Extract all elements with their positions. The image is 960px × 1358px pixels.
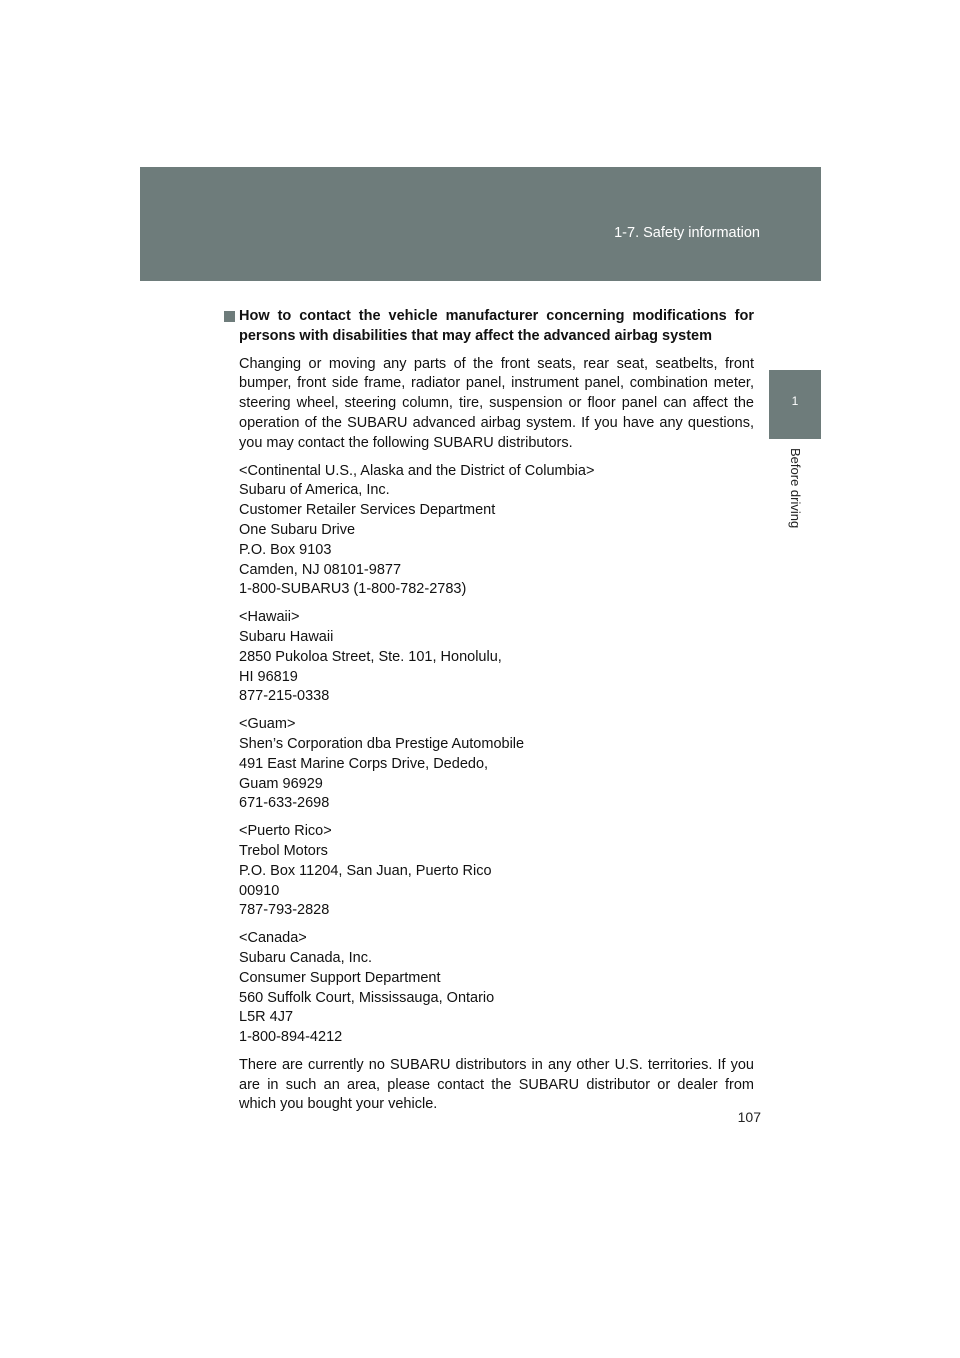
address-line: P.O. Box 9103 [239, 541, 332, 558]
intro-paragraph: Changing or moving any parts of the front seats, rear seat, seatbelts, front bumper, front side frame, radiator panel, instrument panel, combination meter, steering wheel, steering column, tire, suspension or floor panel can affect the operation of the SUBARU advanced airbag system. If you have any questions, you may contact the following SUBARU distributors. [239, 355, 754, 451]
chapter-label: Before driving [788, 448, 803, 529]
address-line: <Canada> [239, 930, 307, 947]
address-block-puerto-rico [239, 822, 754, 921]
address-line: 00910 [239, 882, 280, 899]
address-block-continental-us [239, 462, 754, 601]
address-line: 1-800-SUBARU3 (1-800-782-2783) [239, 581, 467, 598]
address-line: Shen’s Corporation dba Prestige Automobile [239, 735, 525, 752]
address-line: Subaru of America, Inc. [239, 482, 390, 499]
address-line: 787-793-2828 [239, 902, 330, 919]
address-line: One Subaru Drive [239, 521, 356, 538]
page-content [224, 307, 754, 1123]
address-line: <Guam> [239, 716, 296, 733]
section-heading [224, 307, 754, 347]
address-line: 877-215-0338 [239, 688, 330, 705]
page-number: 107 [737, 1109, 761, 1125]
address-line: 491 East Marine Corps Drive, Dededo, [239, 755, 489, 772]
address-line: Customer Retailer Services Department [239, 502, 496, 519]
address-line: 671-633-2698 [239, 795, 330, 812]
address-block-canada [239, 929, 754, 1048]
address-line: Camden, NJ 08101-9877 [239, 561, 402, 578]
chapter-tab [769, 370, 821, 439]
address-line: HI 96819 [239, 668, 298, 685]
address-block-hawaii [239, 608, 754, 707]
chapter-number: 1 [791, 394, 799, 408]
address-line: <Puerto Rico> [239, 823, 332, 840]
address-line: L5R 4J7 [239, 1009, 294, 1026]
square-bullet-icon [224, 311, 235, 322]
section-heading-text: How to contact the vehicle manufacturer concerning modifications for persons with disabilities that may affect the advanced airbag system [239, 308, 754, 344]
address-line: <Continental U.S., Alaska and the District of Columbia> [239, 462, 595, 479]
address-line: 2850 Pukoloa Street, Ste. 101, Honolulu, [239, 648, 502, 665]
address-line: <Hawaii> [239, 609, 300, 626]
closing-paragraph: There are currently no SUBARU distributors in any other U.S. territories. If you are in such an area, please contact the SUBARU distributor or dealer from which you bought your vehicle. [239, 1056, 754, 1113]
address-line: Subaru Canada, Inc. [239, 949, 373, 966]
section-title: 1-7. Safety information [614, 225, 760, 241]
address-line: 1-800-894-4212 [239, 1029, 343, 1046]
address-line: 560 Suffolk Court, Mississauga, Ontario [239, 989, 495, 1006]
address-block-guam [239, 715, 754, 814]
address-line: Subaru Hawaii [239, 628, 334, 645]
address-line: Consumer Support Department [239, 969, 441, 986]
address-line: Guam 96929 [239, 775, 323, 792]
header-band [140, 167, 821, 281]
address-line: P.O. Box 11204, San Juan, Puerto Rico [239, 862, 492, 879]
address-line: Trebol Motors [239, 842, 328, 859]
